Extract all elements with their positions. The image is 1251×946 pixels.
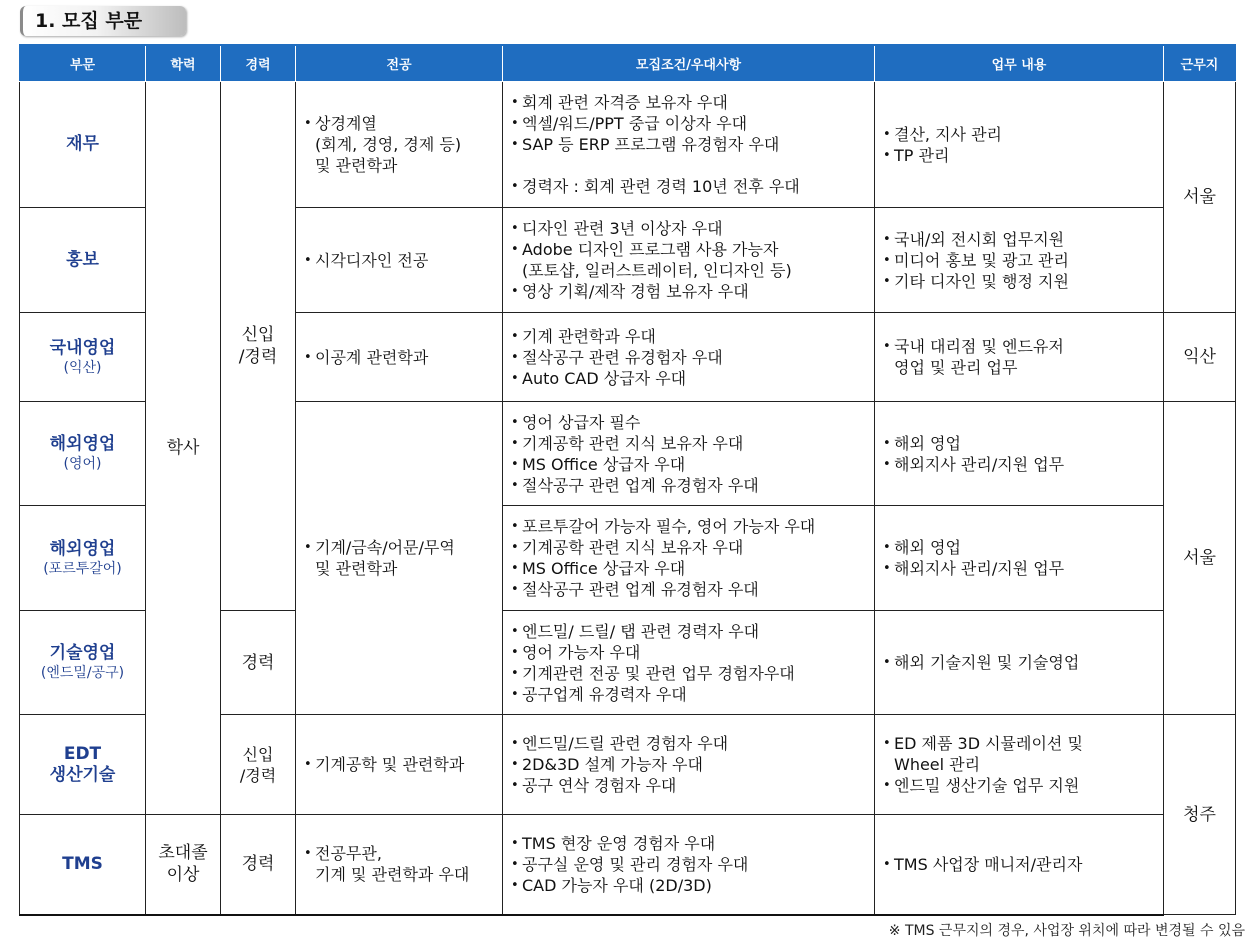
duties-cell	[875, 715, 1164, 815]
condition-item: • 엔드밀/ 드릴/ 탭 관련 경력자 우대	[511, 621, 866, 642]
header-career: 경력	[221, 45, 296, 82]
table-row	[20, 815, 1236, 915]
duty-item: • 국내/외 전시회 업무지원	[883, 229, 1155, 250]
table-row	[20, 82, 1236, 208]
dept-name: 홍보	[66, 249, 99, 270]
major-cell	[296, 715, 503, 815]
condition-item: • Auto CAD 상급자 우대	[511, 368, 866, 389]
duty-item: • 해외 기술지원 및 기술영업	[883, 652, 1155, 673]
dept-cell	[20, 82, 146, 208]
footnote: ※ TMS 근무지의 경우, 사업장 위치에 따라 변경될 수 있음	[888, 923, 1245, 939]
major-line: • 기계/금속/어문/무역	[304, 537, 494, 558]
header-major: 전공	[296, 45, 503, 82]
duties-cell	[875, 208, 1164, 313]
career-line: 신입	[241, 325, 275, 345]
dept-cell	[20, 506, 146, 611]
major-line: • 상경계열	[304, 113, 494, 134]
duties-cell	[875, 82, 1164, 208]
dept-subtitle: (익산)	[63, 359, 102, 376]
dept-cell	[20, 402, 146, 506]
condition-item: • 엔드밀/드릴 관련 경험자 우대	[511, 733, 866, 754]
recruitment-table	[19, 44, 1236, 916]
dept-cell	[20, 208, 146, 313]
dept-cell	[20, 715, 146, 815]
condition-item: • MS Office 상급자 우대	[511, 558, 866, 579]
dept-name: 재무	[66, 134, 99, 154]
career-cell	[221, 715, 296, 815]
dept-cell	[20, 611, 146, 715]
condition-item: • 공구실 운영 및 관리 경험자 우대	[511, 854, 866, 875]
conditions-cell	[503, 611, 875, 715]
major-line: • 전공무관,	[304, 843, 494, 864]
location-value: 서울	[1183, 187, 1216, 207]
major-line: 기계 및 관련학과 우대	[315, 865, 470, 885]
condition-item: • 기계관련 전공 및 관련 업무 경험자우대	[511, 663, 866, 684]
major-line: • 이공계 관련학과	[304, 347, 494, 368]
condition-item: (포토샵, 일러스트레이터, 인디자인 등)	[522, 261, 792, 280]
duty-item: • TP 관리	[883, 145, 1155, 166]
dept-name: 해외영업	[49, 434, 116, 454]
duty-item: • 기타 디자인 및 행정 지원	[883, 271, 1155, 292]
major-line: 및 관련학과	[315, 156, 398, 175]
major-line: 및 관련학과	[315, 559, 398, 578]
major-line: (회계, 경영, 경제 등)	[315, 135, 462, 154]
section-title: 1. 모집 부문	[20, 6, 186, 36]
condition-item: • 2D&3D 설계 가능자 우대	[511, 754, 866, 775]
duty-item: • 해외지사 관리/지원 업무	[883, 558, 1155, 579]
career-cell	[221, 815, 296, 915]
duty-item: • ED 제품 3D 시뮬레이션 및	[883, 733, 1155, 754]
dept-cell	[20, 815, 146, 915]
condition-item: • 절삭공구 관련 업계 유경험자 우대	[511, 579, 866, 600]
career-line: /경력	[238, 347, 278, 367]
dept-name: 기술영업	[49, 643, 116, 663]
condition-item: • 영상 기획/제작 경험 보유자 우대	[511, 281, 866, 302]
conditions-cell	[503, 815, 875, 915]
education-line: 초대졸	[158, 843, 208, 864]
header-location: 근무지	[1164, 45, 1236, 82]
condition-item: • 영어 가능자 우대	[511, 642, 866, 663]
dept-subtitle: 생산기술	[49, 764, 116, 785]
conditions-cell	[503, 208, 875, 313]
education-line: 이상	[166, 865, 200, 886]
location-value: 청주	[1183, 804, 1216, 825]
duty-item: Wheel 관리	[894, 755, 981, 774]
career-value: 경력	[241, 652, 275, 673]
location-value: 서울	[1183, 548, 1216, 568]
dept-subtitle: (엔드밀/공구)	[40, 665, 125, 681]
header-dept: 부문	[20, 45, 146, 82]
duty-item: • TMS 사업장 매니저/관리자	[883, 854, 1155, 875]
header-education: 학력	[146, 45, 221, 82]
condition-item: • CAD 가능자 우대 (2D/3D)	[511, 875, 866, 896]
duty-item: • 국내 대리점 및 엔드유저	[883, 336, 1155, 357]
duties-cell	[875, 611, 1164, 715]
location-value: 익산	[1183, 347, 1216, 367]
location-cell	[1164, 402, 1236, 715]
conditions-cell	[503, 313, 875, 402]
condition-item: • 공구 연삭 경험자 우대	[511, 775, 866, 796]
duties-cell	[875, 815, 1164, 915]
condition-note: • 경력자 : 회계 관련 경력 10년 전후 우대	[511, 176, 866, 197]
dept-name: TMS	[62, 853, 103, 874]
header-duties: 업무 내용	[875, 45, 1164, 82]
duty-item: • 해외지사 관리/지원 업무	[883, 454, 1155, 475]
conditions-cell	[503, 82, 875, 208]
header-conditions: 모집조건/우대사항	[503, 45, 875, 82]
duty-item: • 엔드밀 생산기술 업무 지원	[883, 775, 1155, 796]
condition-item: • 엑셀/워드/PPT 중급 이상자 우대	[511, 113, 866, 134]
major-cell	[296, 82, 503, 208]
education-cell	[146, 82, 221, 815]
dept-cell	[20, 313, 146, 402]
dept-subtitle: (영어)	[63, 456, 102, 472]
career-line: /경력	[239, 765, 277, 785]
condition-item: • 포르투갈어 가능자 필수, 영어 가능자 우대	[511, 516, 866, 537]
major-cell	[296, 313, 503, 402]
conditions-cell	[503, 402, 875, 506]
location-cell	[1164, 715, 1236, 915]
dept-subtitle: (포르투갈어)	[43, 560, 122, 577]
duty-item: • 미디어 홍보 및 광고 관리	[883, 250, 1155, 271]
spacer	[511, 155, 866, 176]
condition-item: • 회계 관련 자격증 보유자 우대	[511, 92, 866, 113]
duties-cell	[875, 313, 1164, 402]
major-line: • 시각디자인 전공	[304, 250, 494, 271]
career-value: 경력	[241, 854, 275, 875]
condition-item: • 디자인 관련 3년 이상자 우대	[511, 218, 866, 239]
duty-item: • 해외 영업	[883, 537, 1155, 558]
table-header-row	[20, 45, 1236, 82]
duties-cell	[875, 402, 1164, 506]
duty-item: • 결산, 지사 관리	[883, 124, 1155, 145]
dept-name: 해외영업	[49, 538, 116, 559]
career-cell	[221, 611, 296, 715]
major-line: • 기계공학 및 관련학과	[304, 754, 494, 775]
dept-name: EDT	[63, 743, 102, 764]
condition-item: • 기계공학 관련 지식 보유자 우대	[511, 537, 866, 558]
condition-item: • SAP 등 ERP 프로그램 유경험자 우대	[511, 134, 866, 155]
condition-item: • 기계공학 관련 지식 보유자 우대	[511, 433, 866, 454]
condition-item: • MS Office 상급자 우대	[511, 454, 866, 475]
career-line: 신입	[242, 744, 274, 764]
condition-item: • TMS 현장 운영 경험자 우대	[511, 833, 866, 854]
duty-item: 영업 및 관리 업무	[894, 358, 1018, 377]
duties-cell	[875, 506, 1164, 611]
condition-item: • Adobe 디자인 프로그램 사용 가능자	[511, 239, 866, 260]
major-cell	[296, 402, 503, 715]
education-value: 학사	[166, 438, 200, 458]
conditions-cell	[503, 506, 875, 611]
duty-item: • 해외 영업	[883, 433, 1155, 454]
location-cell	[1164, 82, 1236, 313]
condition-item: • 영어 상급자 필수	[511, 412, 866, 433]
conditions-cell	[503, 715, 875, 815]
dept-name: 국내영업	[49, 337, 116, 358]
condition-item: • 절삭공구 관련 유경험자 우대	[511, 347, 866, 368]
condition-item: • 기계 관련학과 우대	[511, 326, 866, 347]
education-cell	[146, 815, 221, 915]
location-cell	[1164, 313, 1236, 402]
career-cell	[221, 82, 296, 611]
condition-item: • 절삭공구 관련 업계 유경험자 우대	[511, 475, 866, 496]
condition-item: • 공구업계 유경력자 우대	[511, 684, 866, 705]
major-cell	[296, 815, 503, 915]
major-cell	[296, 208, 503, 313]
